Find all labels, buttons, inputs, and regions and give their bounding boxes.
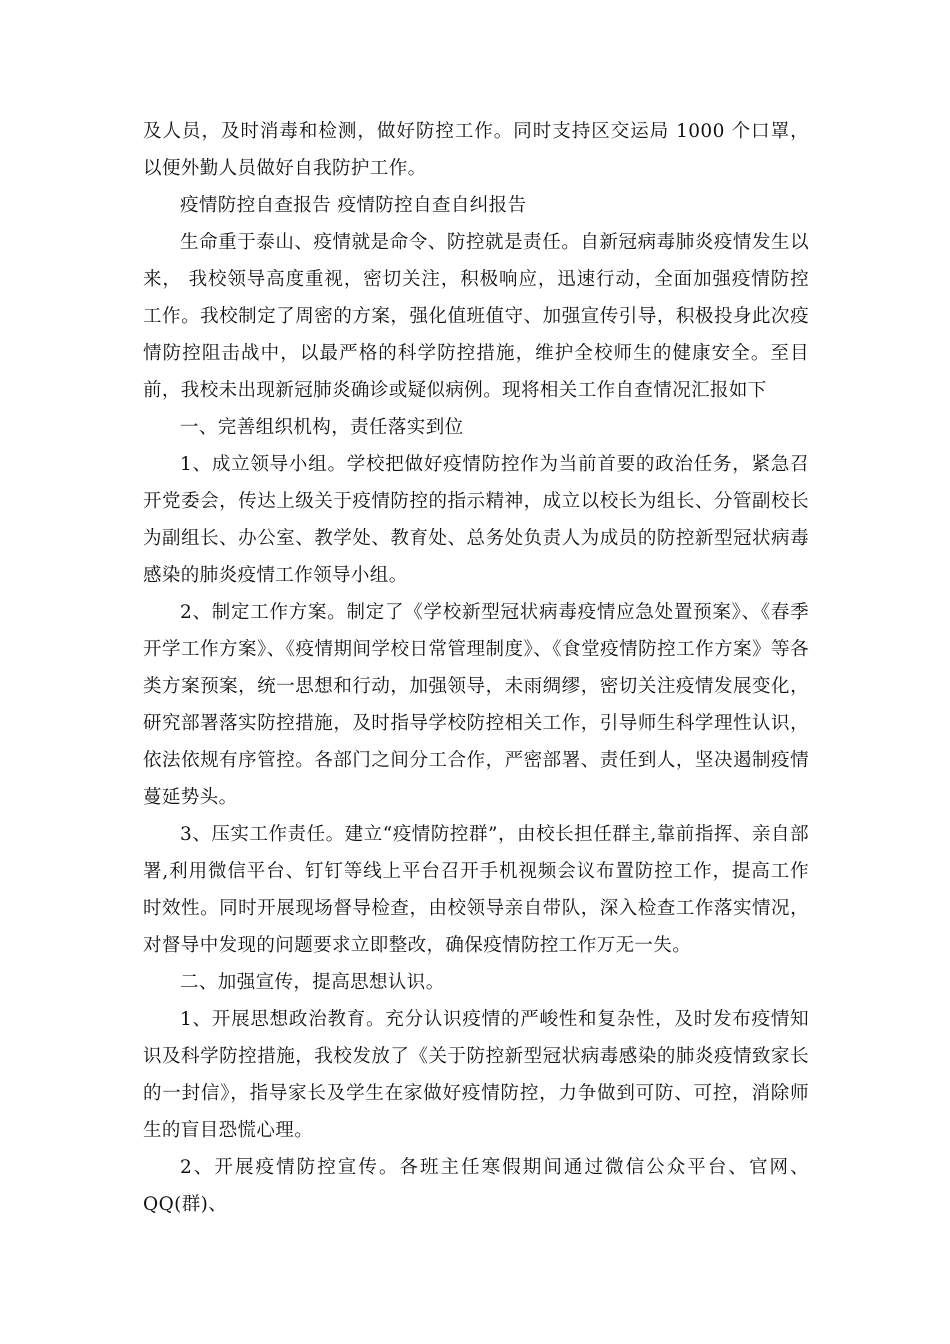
paragraph: 1、开展思想政治教育。充分认识疫情的严峻性和复杂性，及时发布疫情知识及科学防控措施，我校发放了《关于防控新型冠状病毒感染的肺炎疫情致家长的一封信》，指导家长及学生在家做好疫情防控，力争做到可防、可控，消除师生的盲目恐慌心理。	[143, 1009, 809, 1141]
section-heading: 一、完善组织机构，责任落实到位	[180, 417, 464, 438]
section-heading: 二、加强宣传，提高思想认识。	[180, 972, 445, 993]
paragraph: 2、开展疫情防控宣传。各班主任寒假期间通过微信公众平台、官网、QQ(群)、	[143, 1157, 809, 1215]
paragraph: 2、制定工作方案。制定了《学校新型冠状病毒疫情应急处置预案》、《春季开学工作方案》、《疫情期间学校日常管理制度》、《食堂疫情防控工作方案》等各类方案预案，统一思想和行动，加强领导，未雨绸缪，密切关注疫情发展变化，研究部署落实防控措施，及时指导学校防控相关工作，引导师生科学理性认识，依法依规有序管控。各部门之间分工合作，严密部署、责任到人，坚决遏制疫情蔓延势头。	[143, 602, 809, 808]
paragraph: 及人员，及时消毒和检测，做好防控工作。同时支持区交运局 1000 个口罩，以便外勤人员做好自我防护工作。	[143, 121, 809, 179]
document-page	[143, 113, 809, 1223]
paragraph: 3、压实工作责任。建立“疫情防控群”，由校长担任群主,靠前指挥、亲自部署,利用微信平台、钉钉等线上平台召开手机视频会议布置防控工作，提高工作时效性。同时开展现场督导检查，由校领导亲自带队，深入检查工作落实情况，对督导中发现的问题要求立即整改，确保疫情防控工作万无一失。	[143, 824, 809, 956]
paragraph: 1、成立领导小组。学校把做好疫情防控作为当前首要的政治任务，紧急召开党委会，传达上级关于疫情防控的指示精神，成立以校长为组长、分管副校长为副组长、办公室、教学处、教育处、总务处负责人为成员的防控新型冠状病毒感染的肺炎疫情工作领导小组。	[143, 454, 809, 586]
report-title: 疫情防控自查报告 疫情防控自查自纠报告	[180, 195, 527, 216]
paragraph: 生命重于泰山、疫情就是命令、防控就是责任。自新冠病毒肺炎疫情发生以来， 我校领导高度重视，密切关注，积极响应，迅速行动，全面加强疫情防控工作。我校制定了周密的方案，强化值班值守、加强宣传引导，积极投身此次疫情防控阻击战中，以最严格的科学防控措施，维护全校师生的健康安全。至目前，我校未出现新冠肺炎确诊或疑似病例。现将相关工作自查情况汇报如下	[143, 232, 809, 401]
